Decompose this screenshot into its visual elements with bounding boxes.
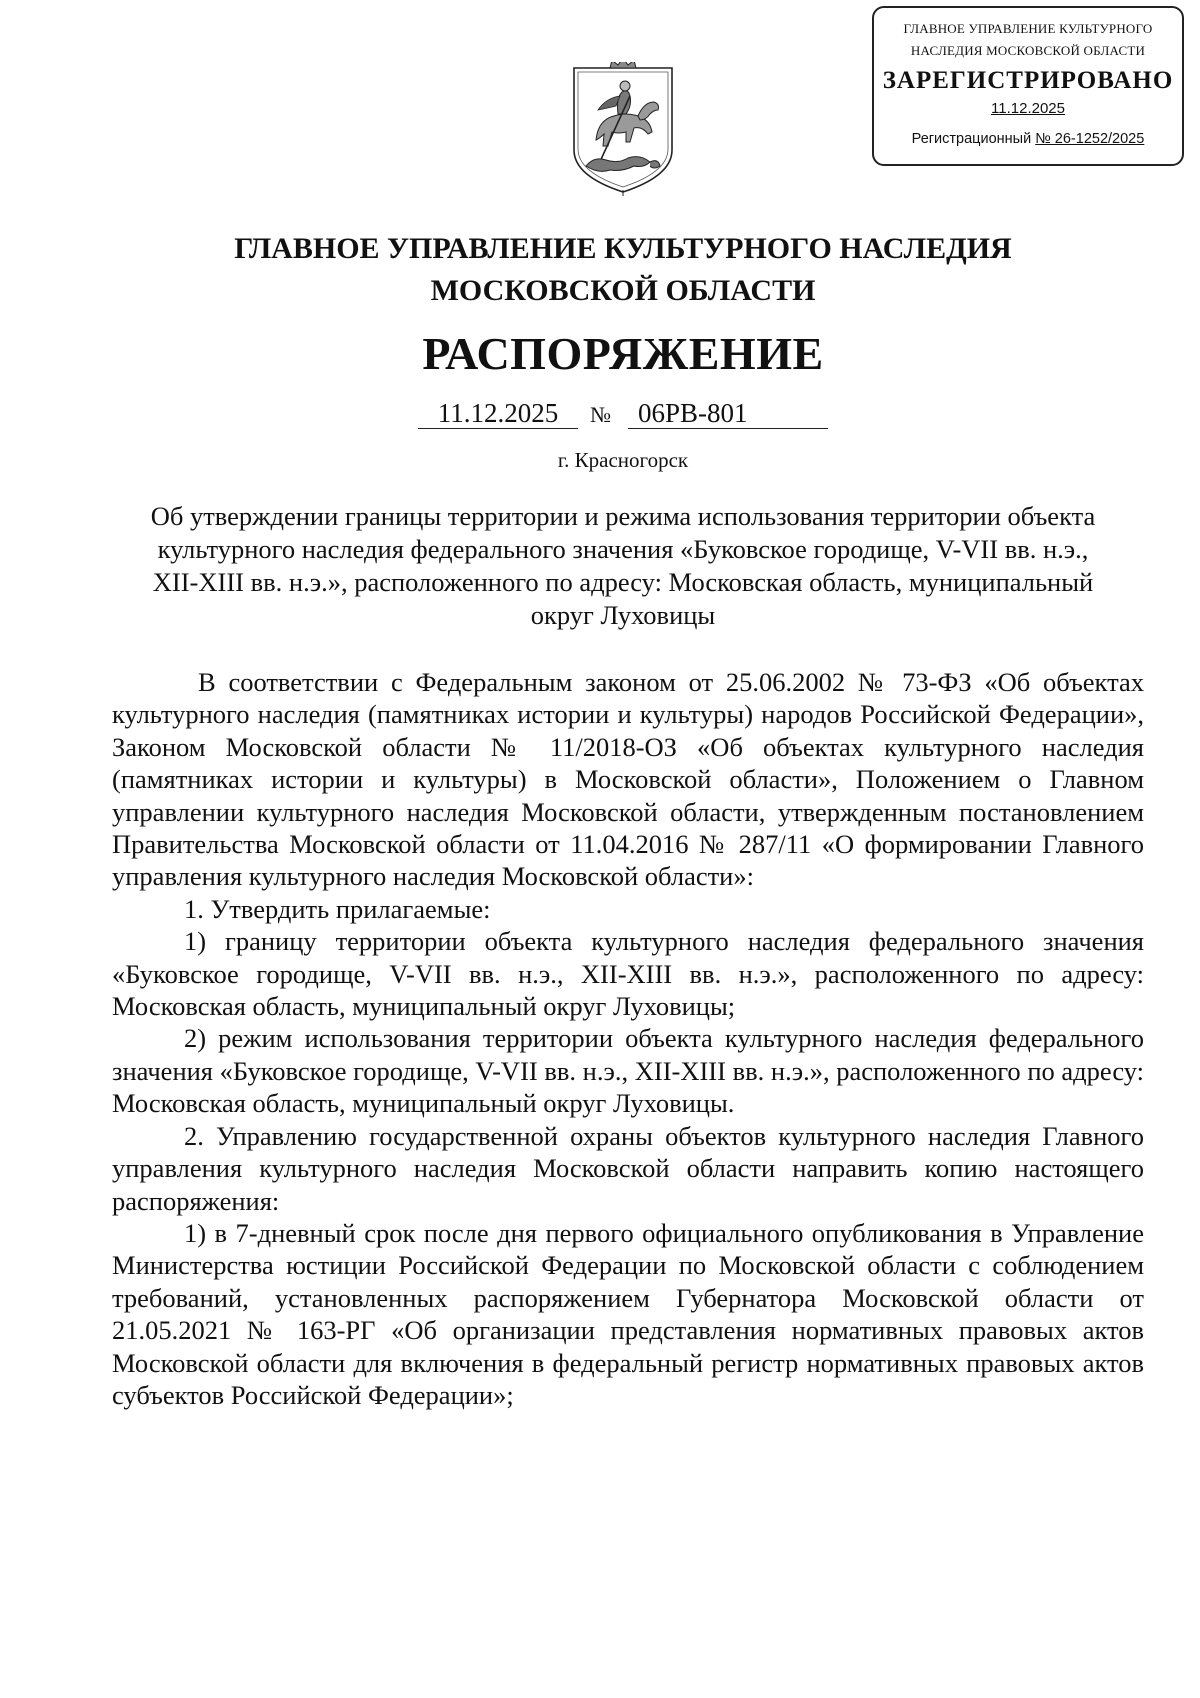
body-paragraph-item-1-1: 1) границу территории объекта культурного наследия федерального значения «Буковское городище, V-VII вв. н.э., XII-XIII вв. н.э.», расположенного по адресу: Московская область, муниципальный округ Луховицы; [112, 926, 1144, 1022]
document-type: РАСПОРЯЖЕНИЕ [422, 328, 824, 379]
document-number: 06РВ-801 [628, 398, 828, 429]
coat-of-arms-moscow-oblast-icon [568, 62, 678, 198]
agency-title-line-2: МОСКОВСКОЙ ОБЛАСТИ [430, 274, 816, 307]
document-date-number [418, 398, 828, 428]
document-body [112, 666, 1144, 1411]
issue-city: г. Красногорск [557, 448, 689, 472]
stamp-date: 11.12.2025 [991, 100, 1065, 117]
registration-stamp [872, 6, 1184, 166]
subject-line-2: культурного наследия федерального значения «Буковское городище, V-VII вв. н.э., [157, 534, 1089, 564]
subject-line-4: округ Луховицы [530, 600, 716, 630]
body-paragraph-item-2-1: 1) в 7-дневный срок после дня первого официального опубликования в Управление Министерства юстиции Российской Федерации по Московской области с соблюдением требований, установленных распоряжением Губернатора Московской области от 21.05.2021 № 163-РГ «Об организации представления нормативных правовых актов Московской области для включения в федеральный регистр нормативных правовых актов субъектов Российской Федерации»; [112, 1217, 1144, 1410]
agency-title [0, 228, 1200, 312]
stamp-registration [874, 128, 1182, 150]
stamp-org-line-2: НАСЛЕДИЯ МОСКОВСКОЙ ОБЛАСТИ [910, 43, 1146, 58]
document-subject [112, 500, 1134, 632]
stamp-reg-number: № 26-1252/2025 [1035, 131, 1145, 147]
body-paragraph-item-1: 1. Утвердить прилагаемые: [184, 893, 491, 924]
body-paragraph-preamble: В соответствии с Федеральным законом от 25.06.2002 № 73-ФЗ «Об объектах культурного наследия (памятниках истории и культуры) народов Российской Федерации», Законом Московской области № 11/2018-ОЗ «Об объектах культурного наследия (памятниках истории и культуры) в Московской области», Положением о Главном управлении культурного наследия Московской области, утвержденным постановлением Правительства Московской области от 11.04.2016 № 287/11 «О формировании Главного управления культурного наследия Московской области»: [112, 667, 1144, 892]
subject-line-3: XII-XIII вв. н.э.», расположенного по адресу: Московская область, муниципальный [152, 567, 1094, 597]
stamp-status: ЗАРЕГИСТРИРОВАНО [882, 67, 1174, 94]
agency-title-line-1: ГЛАВНОЕ УПРАВЛЕНИЕ КУЛЬТУРНОГО НАСЛЕДИЯ [234, 232, 1012, 265]
subject-line-1: Об утверждении границы территории и режима использования территории объекта [150, 501, 1096, 531]
stamp-reg-label: Регистрационный [911, 131, 1032, 147]
stamp-org-line-1: ГЛАВНОЕ УПРАВЛЕНИЕ КУЛЬТУРНОГО [903, 21, 1153, 36]
document-date: 11.12.2025 [418, 398, 578, 429]
number-sign: № [590, 402, 611, 427]
body-paragraph-item-2: 2. Управлению государственной охраны объектов культурного наследия Главного управления культурного наследия Московской области направить копию настоящего распоряжения: [112, 1120, 1144, 1216]
body-paragraph-item-1-2: 2) режим использования территории объекта культурного наследия федерального значения «Буковское городище, V-VII вв. н.э., XII-XIII вв. н.э.», расположенного по адресу: Московская область, муниципальный округ Луховицы. [112, 1023, 1144, 1119]
